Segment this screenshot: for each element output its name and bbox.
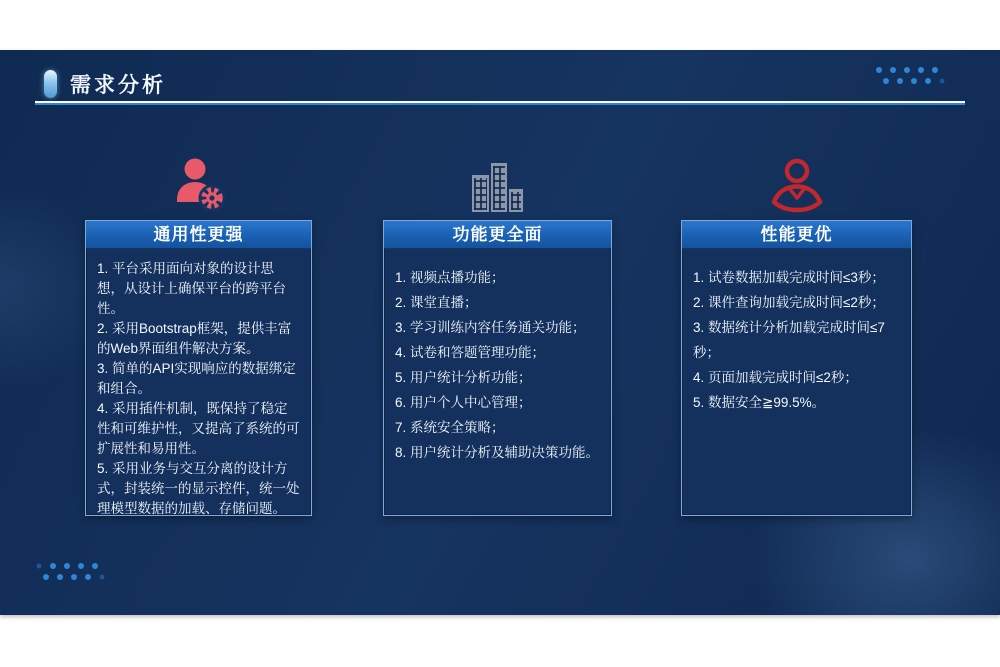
building-right — [509, 189, 523, 212]
card-item: 1. 视频点播功能； — [395, 270, 505, 285]
card-item: 8. 用户统计分析及辅助决策功能。 — [395, 445, 600, 460]
dot-row — [876, 67, 945, 73]
dot — [100, 575, 105, 580]
dot — [78, 563, 84, 569]
title-underline — [35, 101, 965, 105]
dots-decoration-top-right — [876, 67, 945, 84]
card-body-functionality — [384, 249, 611, 475]
column-performance — [681, 150, 912, 516]
dot — [64, 563, 70, 569]
card-item: 4. 采用插件机制，既保持了稳定性和可维护性，又提高了系统的可扩展性和易用性。 — [97, 401, 300, 456]
column-functionality — [383, 150, 612, 516]
card-item: 4. 试卷和答题管理功能； — [395, 345, 546, 360]
dot-row — [36, 563, 105, 569]
card-item: 5. 数据安全≧99.5%。 — [693, 395, 826, 410]
building-center — [491, 163, 507, 212]
card-header-universality: 通用性更强 — [86, 221, 311, 249]
dot — [925, 78, 931, 84]
dot — [43, 574, 49, 580]
dot — [932, 67, 938, 73]
slide — [0, 50, 1000, 615]
dot — [911, 78, 917, 84]
card-item: 4. 页面加载完成时间≤2秒； — [693, 370, 858, 385]
dot — [37, 564, 42, 569]
dot — [50, 563, 56, 569]
card-body-universality — [86, 249, 311, 529]
dot — [897, 78, 903, 84]
dot — [85, 574, 91, 580]
dot — [918, 67, 924, 73]
card-item: 1. 平台采用面向对象的设计思想，从设计上确保平台的跨平台性。 — [97, 261, 286, 316]
building-left — [472, 175, 489, 212]
card-header-functionality: 功能更全面 — [384, 221, 611, 249]
card-universality — [85, 220, 312, 516]
card-item: 5. 用户统计分析功能； — [395, 370, 532, 385]
card-item: 7. 系统安全策略； — [395, 420, 505, 435]
dot — [92, 563, 98, 569]
card-item: 5. 采用业务与交互分离的设计方式，封装统一的显示控件，统一处理模型数据的加载、存储问题。 — [97, 461, 300, 516]
card-item: 2. 课件查询加载完成时间≤2秒； — [693, 295, 885, 310]
card-body-performance — [682, 249, 911, 425]
card-performance — [681, 220, 912, 516]
user-outline-icon — [767, 150, 827, 214]
dot — [940, 79, 945, 84]
column-universality — [85, 150, 312, 516]
dot-row — [43, 574, 105, 580]
card-item: 3. 简单的API实现响应的数据绑定和组合。 — [97, 361, 296, 396]
dots-decoration-bottom-left — [36, 563, 105, 580]
slide-header — [44, 69, 166, 99]
dot — [904, 67, 910, 73]
card-item: 3. 数据统计分析加载完成时间≤7秒； — [693, 320, 885, 360]
user-outline-icon-svg — [767, 156, 827, 214]
user-gear-icon-svg — [168, 156, 230, 214]
dot-row — [883, 78, 945, 84]
dot — [876, 67, 882, 73]
dot — [57, 574, 63, 580]
card-item: 3. 学习训练内容任务通关功能； — [395, 320, 586, 335]
page-title: 需求分析 — [70, 74, 166, 97]
title-marker-pill — [44, 70, 57, 98]
card-item: 6. 用户个人中心管理； — [395, 395, 532, 410]
card-item: 2. 课堂直播； — [395, 295, 478, 310]
buildings-icon-shape — [466, 158, 530, 214]
buildings-icon — [466, 150, 530, 214]
dot — [71, 574, 77, 580]
user-gear-icon — [168, 150, 230, 214]
card-header-performance: 性能更优 — [682, 221, 911, 249]
dot — [883, 78, 889, 84]
card-item: 2. 采用Bootstrap框架，提供丰富的Web界面组件解决方案。 — [97, 321, 292, 356]
card-item: 1. 试卷数据加载完成时间≤3秒； — [693, 270, 885, 285]
card-functionality — [383, 220, 612, 516]
dot — [890, 67, 896, 73]
